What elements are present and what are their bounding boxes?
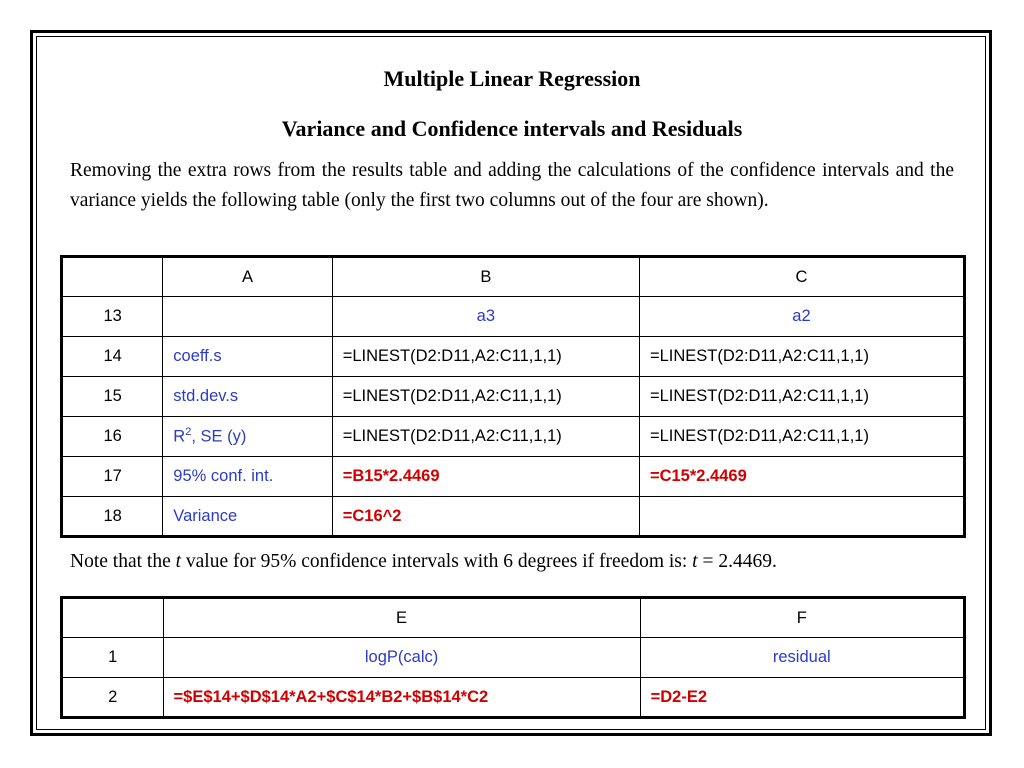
residuals-table [60,596,966,719]
table-header-row [62,257,965,297]
cell-c [639,497,964,537]
table-row [62,638,965,678]
cell-b: =LINEST(D2:D11,A2:C11,1,1) [332,377,639,417]
header-col-e: E [163,598,640,638]
table-row [62,377,965,417]
header-corner [62,598,164,638]
header-corner [62,257,163,297]
row-label: 95% conf. int. [163,457,332,497]
cell-c: =LINEST(D2:D11,A2:C11,1,1) [639,337,964,377]
note-t-symbol: t [692,551,698,572]
note-text-post: = 2.4469. [697,551,777,572]
header-col-c: C [639,257,964,297]
row-label-superscript: 2 [185,426,192,439]
cell-b: a3 [332,297,639,337]
cell-b: =B15*2.4469 [332,457,639,497]
row-label-base: R [173,427,186,446]
cell-f: =D2-E2 [640,678,964,718]
cell-e: logP(calc) [163,638,640,678]
row-number: 18 [62,497,163,537]
row-label: Variance [163,497,332,537]
note-text-pre: Note that the [70,551,176,572]
slide-subtitle: Variance and Confidence intervals and Residuals [281,116,743,141]
intro-paragraph: Removing the extra rows from the results table and adding the calculations of the confidence intervals and the variance yields the following table (only the first two columns out of the four are shown). [70,160,954,211]
slide-title: Multiple Linear Regression [383,66,641,91]
header-col-f: F [640,598,964,638]
cell-b: =C16^2 [332,497,639,537]
cell-c: =LINEST(D2:D11,A2:C11,1,1) [639,377,964,417]
header-col-a: A [163,257,332,297]
row-label: coeff.s [163,337,332,377]
row-number: 13 [62,297,163,337]
cell-b: =LINEST(D2:D11,A2:C11,1,1) [332,337,639,377]
cell-f: residual [640,638,964,678]
table-row [62,297,965,337]
cell-c: a2 [639,297,964,337]
table-row [62,457,965,497]
row-number: 14 [62,337,163,377]
row-label [163,297,332,337]
cell-b: =LINEST(D2:D11,A2:C11,1,1) [332,417,639,457]
cell-e: =$E$14+$D$14*A2+$C$14*B2+$B$14*C2 [163,678,640,718]
row-number: 2 [62,678,164,718]
row-label: std.dev.s [163,377,332,417]
table-row [62,678,965,718]
row-number: 17 [62,457,163,497]
row-number: 16 [62,417,163,457]
cell-c: =C15*2.4469 [639,457,964,497]
table-row [62,497,965,537]
table-row [62,417,965,457]
row-number: 15 [62,377,163,417]
row-label [163,417,332,457]
note-t-symbol: t [175,551,182,572]
note-paragraph [70,548,954,576]
regression-table [60,255,966,538]
row-label-rest: , SE (y) [191,427,247,446]
table-row [62,337,965,377]
header-col-b: B [332,257,639,297]
note-text-mid: value for 95% confidence intervals with 6 degrees if freedom is: [181,551,693,572]
cell-c: =LINEST(D2:D11,A2:C11,1,1) [639,417,964,457]
table-header-row [62,598,965,638]
row-number: 1 [62,638,164,678]
